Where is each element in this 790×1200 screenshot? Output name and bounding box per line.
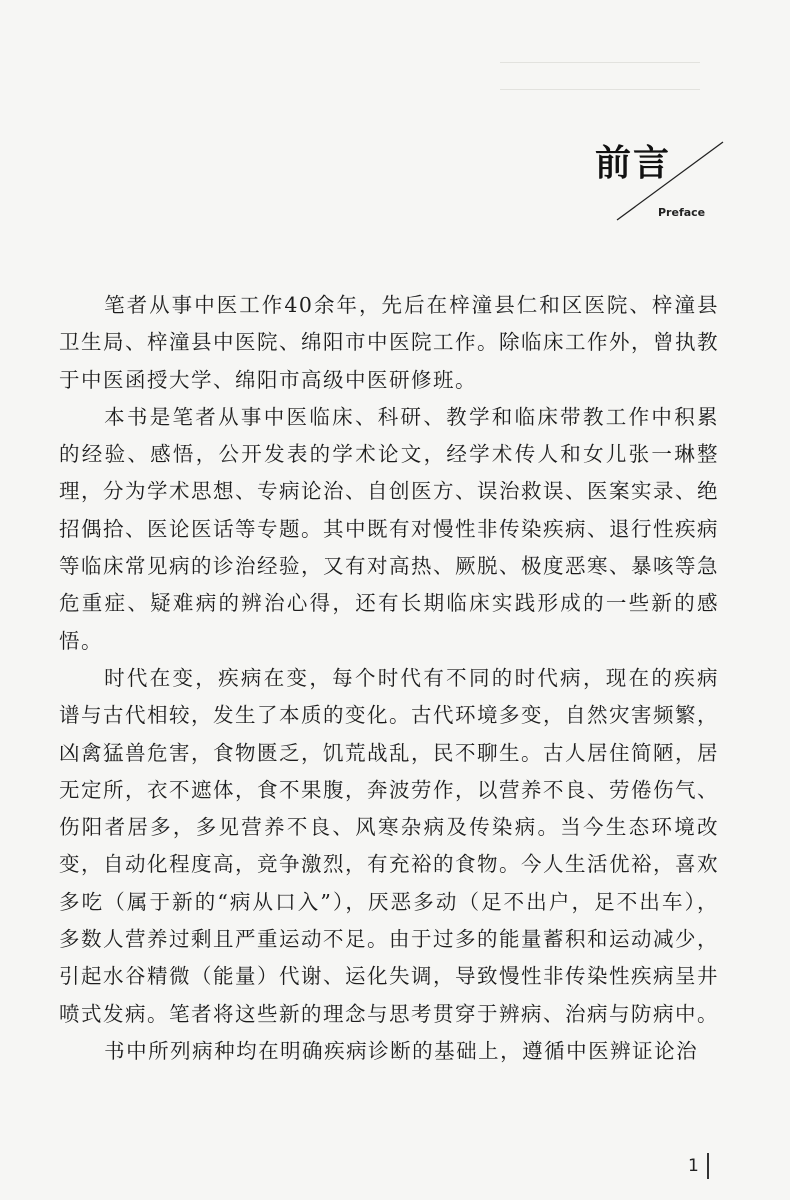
page-title: 前言 bbox=[595, 143, 672, 184]
preface-heading bbox=[595, 140, 725, 240]
page-footer bbox=[688, 1150, 709, 1182]
paragraph: 书中所列病种均在明确疾病诊断的基础上，遵循中医辨证论治 bbox=[104, 1038, 699, 1063]
show-through-header-band bbox=[500, 62, 700, 90]
paragraph: 时代在变，疾病在变，每个时代有不同的时代病，现在的疾病谱与古代相较，发生了本质的变化。古代环境多变，自然灾害频繁，凶禽猛兽危害，食物匮乏，饥荒战乱，民不聊生。古人居住简陋，居无定所，衣不遮体，食不果腹，奔波劳作，以营养不良、劳倦伤气、伤阳者居多，多见营养不良、风寒杂病及传染病。当今生态环境改变，自动化程度高，竞争激烈，有充裕的食物。今人生活优裕，喜欢多吃（属于新的“病从口入”），厌恶多动（足不出户，足不出车），多数人营养过剩且严重运动不足。由于过多的能量蓄积和运动减少，引起水谷精微（能量）代谢、运化失调，导致慢性非传染性疾病呈井喷式发病。笔者将这些新的理念与思考贯穿于辨病、治病与防病中。 bbox=[59, 665, 719, 1026]
body-text bbox=[59, 287, 719, 1070]
page-number-bar bbox=[707, 1153, 709, 1179]
paragraph: 笔者从事中医工作40余年，先后在梓潼县仁和区医院、梓潼县卫生局、梓潼县中医院、绵阳市中医院工作。除临床工作外，曾执教于中医函授大学、绵阳市高级中医研修班。 bbox=[59, 293, 719, 392]
page-number: 1 bbox=[688, 1156, 699, 1176]
page-subtitle: Preface bbox=[658, 206, 706, 219]
paragraph: 本书是笔者从事中医临床、科研、教学和临床带教工作中积累的经验、感悟，公开发表的学术论文，经学术传人和女儿张一琳整理，分为学术思想、专病论治、自创医方、误治救误、医案实录、绝招偶拾、医论医话等专题。其中既有对慢性非传染疾病、退行性疾病等临床常见病的诊治经验，又有对高热、厥脱、极度恶寒、暴咳等急危重症、疑难病的辨治心得，还有长期临床实践形成的一些新的感悟。 bbox=[59, 404, 719, 653]
